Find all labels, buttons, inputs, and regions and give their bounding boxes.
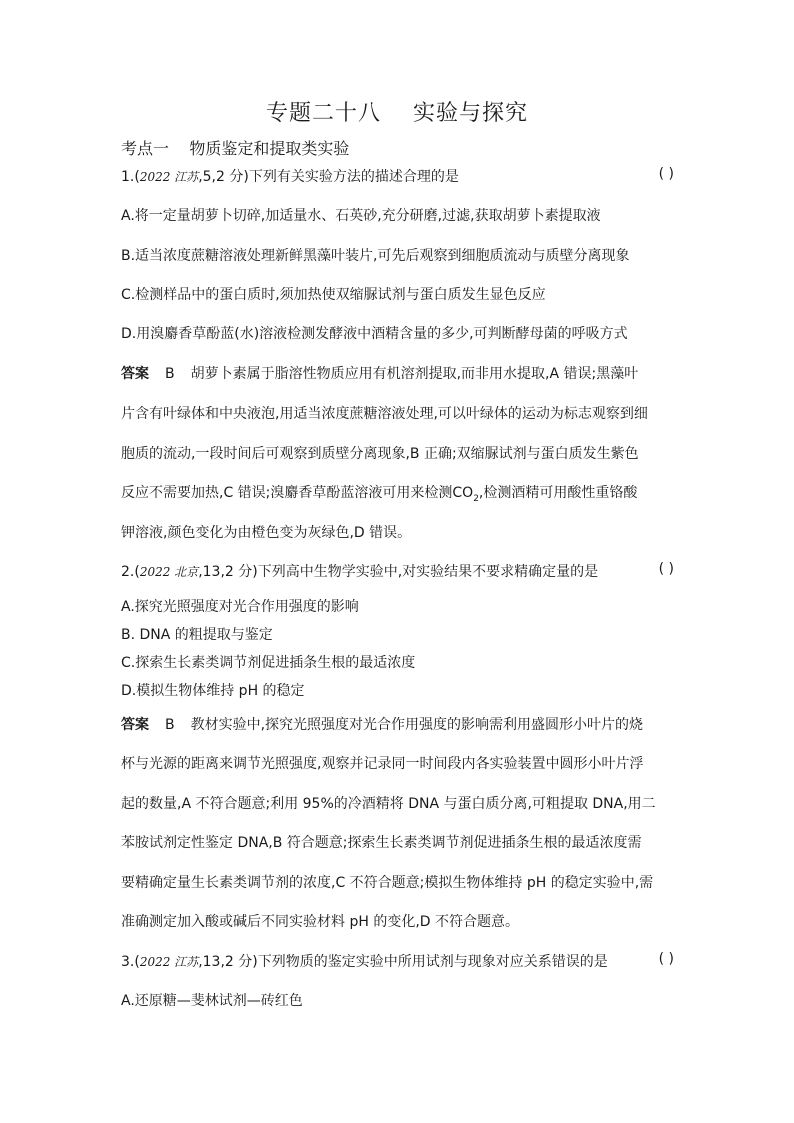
question-1-option-b: B.适当浓度蔗糖溶液处理新鲜黑藻叶装片,可先后观察到细胞质流动与质壁分离现象	[121, 248, 630, 264]
question-3-stem	[121, 951, 674, 971]
question-2-explanation-line: 苯胺试剂定性鉴定 DNA,B 符合题意;探索生长素类调节剂促进插条生根的最适浓度需	[121, 835, 642, 851]
subscript: 2	[473, 493, 479, 504]
question-1-text: 下列有关实验方法的描述合理的是	[248, 169, 459, 185]
question-2-option-c: C.探索生长素类调节剂促进插条生根的最适浓度	[121, 655, 416, 671]
question-2-explanation-line: 杯与光源的距离来调节光照强度,观察并记录同一时间段内各实验装置中圆形小叶片浮	[121, 756, 644, 772]
question-1-option-c: C.检测样品中的蛋白质时,须加热使双缩脲试剂与蛋白质发生显色反应	[121, 287, 546, 303]
question-3-text: 下列物质的鉴定实验中所用试剂与现象对应关系错误的是	[257, 954, 608, 970]
question-3-option-a: A.还原糖—斐林试剂—砖红色	[121, 993, 303, 1009]
question-3-answer-blank: ( )	[658, 951, 674, 967]
question-2-explanation-line: 要精确定量生长素类调节剂的浓度,C 不符合题意;模拟生物体维持 pH 的稳定实验中,需	[121, 875, 654, 891]
question-2-explanation-line	[121, 714, 643, 734]
question-3-number: 3.(	[121, 954, 140, 970]
question-1-answer-blank: ( )	[658, 166, 674, 182]
question-1-explanation-line	[121, 482, 637, 504]
question-1-option-d: D.用溴麝香草酚蓝(水)溶液检测发酵液中酒精含量的多少,可判断酵母菌的呼吸方式	[121, 326, 628, 342]
question-2-meta: ,13,2 分)	[198, 564, 258, 580]
question-1-stem	[121, 166, 674, 186]
explanation-text: ,检测酒精可用酸性重铬酸	[478, 485, 638, 501]
question-1-number: 1.(	[121, 169, 140, 185]
question-2-explanation-line: 起的数量,A 不符合题意;利用 95%的冷酒精将 DNA 与蛋白质分离,可粗提取 DNA,用二	[121, 796, 656, 812]
question-1-explanation-line	[121, 363, 638, 383]
answer-label: 答案	[121, 366, 149, 382]
question-1-source: 2022 江苏	[139, 170, 199, 184]
question-2-number: 2.(	[121, 564, 140, 580]
explanation-text: 教材实验中,探究光照强度对光合作用强度的影响需利用盛圆形小叶片的烧	[190, 717, 644, 733]
question-1-option-a: A.将一定量胡萝卜切碎,加适量水、石英砂,充分研磨,过滤,获取胡萝卜素提取液	[121, 208, 601, 224]
answer-label: 答案	[121, 717, 149, 733]
question-2-answer: B	[165, 717, 175, 733]
question-3-meta: ,13,2 分)	[198, 954, 258, 970]
question-1-explanation-line: 胞质的流动,一段时间后可观察到质壁分离现象,B 正确;双缩脲试剂与蛋白质发生紫色	[121, 446, 639, 462]
question-2-source: 2022 北京	[139, 565, 199, 579]
question-2-explanation-line: 准确测定加入酸或碱后不同实验材料 pH 的变化,D 不符合题意。	[121, 914, 519, 930]
explanation-text: 胡萝卜素属于脂溶性物质应用有机溶剂提取,而非用水提取,A 错误;黑藻叶	[190, 366, 639, 382]
question-3-source: 2022 江苏	[139, 955, 199, 969]
question-2-option-d: D.模拟生物体维持 pH 的稳定	[121, 683, 305, 699]
section-heading: 考点一 物质鉴定和提取类实验	[121, 139, 350, 158]
question-2-option-a: A.探究光照强度对光合作用强度的影响	[121, 599, 359, 615]
question-1-explanation-line: 钾溶液,颜色变化为由橙色变为灰绿色,D 错误。	[121, 525, 412, 541]
question-2-stem	[121, 561, 674, 581]
question-1-meta: ,5,2 分)	[198, 169, 249, 185]
question-1-explanation-line: 片含有叶绿体和中央液泡,用适当浓度蔗糖溶液处理,可以叶绿体的运动为标志观察到细	[121, 406, 648, 422]
explanation-text: 反应不需要加热,C 错误;溴麝香草酚蓝溶液可用来检测CO	[121, 485, 474, 501]
question-2-option-b: B. DNA 的粗提取与鉴定	[121, 627, 273, 643]
question-2-text: 下列高中生物学实验中,对实验结果不要求精确定量的是	[257, 564, 599, 580]
question-1-answer: B	[165, 366, 175, 382]
question-2-answer-blank: ( )	[658, 561, 674, 577]
page-title: 专题二十八 实验与探究	[266, 101, 528, 126]
